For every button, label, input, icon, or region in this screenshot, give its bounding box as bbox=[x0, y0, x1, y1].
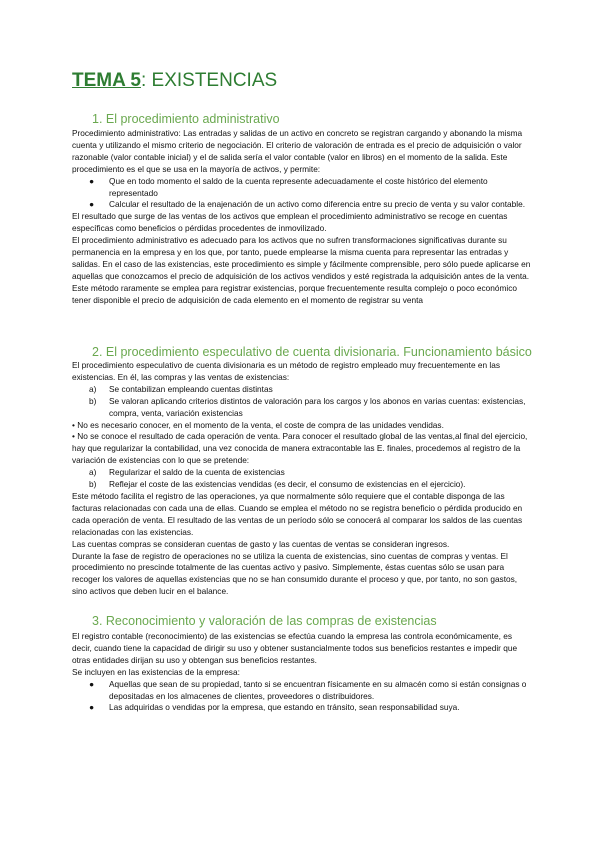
bullet-marker: ● bbox=[89, 175, 95, 186]
s3-paragraph-1: El registro contable (reconocimiento) de las existencias se efectúa cuando la empresa las controla económicamente, es decir, cuando tiene la capacidad de dirigir su uso y obtener sustancialmente todos sus beneficios restantes e impedir que otras entidades dirijan su uso y obtengan sus beneficios restantes. bbox=[72, 631, 518, 665]
s1-paragraph-1: Procedimiento administrativo: Las entradas y salidas de un activo en concreto se registran cargando y abonando la misma cuenta y utilizando el mismo criterio de negociación. El criterio de valoración de entrada es el precio de adquisición o valor razonable (valor contable inicial) y el de salida sería el valor contable (valor en libros) en el momento de la salida. Este procedimiento es el que se usa en la mayoría de activos, y permite: bbox=[72, 128, 523, 174]
s1-paragraph-4: Este método raramente se emplea para registrar existencias, porque frecuentemente resulta complejo o poco económico tener disponible el precio de adquisición de cada elemento en el momento de registrar su venta bbox=[72, 282, 518, 305]
s1-paragraph-3: El procedimiento administrativo es adecuado para los activos que no sufren transformaciones significativas durante su permanencia en la empresa y en los que, por tanto, puede emplearse la misma cuenta para representar las entradas y salidas. En el caso de las existencias, este procedimiento es simple y fácilmente comprensible, pero sólo puede aplicarse en aquellas que conozcamos el precio de adquisición de los activos vendidos y esté registrada la adquisición antes de la venta. bbox=[72, 235, 531, 281]
s3-bullet-1-text: Aquellas que sean de su propiedad, tanto si se encuentran físicamente en su almacén como si están consignas o depositadas en los almacenes de clientes, proveedores o distribuidores. bbox=[109, 678, 527, 701]
s2-item-a2-text: Regularizar el saldo de la cuenta de existencias bbox=[109, 467, 285, 478]
s2-item-a-text: Se contabilizan empleando cuentas distintas bbox=[109, 383, 273, 394]
list-marker-a: a) bbox=[89, 467, 97, 478]
s3-bullet-2 bbox=[72, 702, 532, 714]
section-3-body bbox=[72, 631, 532, 714]
s2-dot-2: • No se conoce el resultado de cada operación de venta. Para conocer el resultado global de las ventas,al final del ejercicio, hay que regularizar la contabilidad, una vez conocida de manera extracontable las E. finales, procedemos al registro de la variación de existencias con lo que se pretende: bbox=[72, 431, 528, 466]
s2-paragraph-2: Este método facilita el registro de las operaciones, ya que normalmente sólo requiere que el contable disponga de las facturas relacionadas con cada una de ellas. Cuando se emplea el método no se registra beneficio o pérdida producido en cada operación de venta. El resultado de las ventas de un período sólo se conocerá al comparar los saldos de las cuentas relacionadas con las existencias. bbox=[72, 490, 523, 537]
s2-paragraph-1: El procedimiento especulativo de cuenta divisionaria es un método de registro empleado muy frecuentemente en las existencias. En él, las compras y las ventas de existencias: bbox=[72, 360, 500, 382]
s3-paragraph-2: Se incluyen en las existencias de la empresa: bbox=[72, 666, 240, 677]
section-2-heading: 2. El procedimiento especulativo de cuenta divisionaria. Funcionamiento básico bbox=[92, 345, 532, 359]
s2-item-b2-text: Reflejar el coste de las existencias vendidas (es decir, el consumo de existencias en el ejercicio). bbox=[109, 479, 466, 490]
s2-item-b-text: Se valoran aplicando criterios distintos de valoración para los cargos y los abonos en varias cuentas: existencias, compra, venta, variación existencias bbox=[109, 395, 526, 418]
s2-paragraph-4: Durante la fase de registro de operaciones no se utiliza la cuenta de existencias, sino cuentas de compras y ventas. El procedimiento no prescinde totalmente de las cuentas activo y pasivo. Simplemente, éstas cuentas sólo se usan para recoger los valores de aquellas existencias que no se han consumido durante el proceso y que, por tanto, no son gastos, sino activos que deben lucir en el balance. bbox=[72, 550, 518, 597]
s2-item-a bbox=[72, 384, 532, 396]
bullet-marker: ● bbox=[89, 702, 95, 713]
section-2-body bbox=[72, 360, 532, 598]
list-marker-b: b) bbox=[89, 479, 97, 490]
s1-bullet-1 bbox=[72, 176, 532, 200]
title-number: TEMA 5 bbox=[72, 70, 141, 91]
title-text: EXISTENCIAS bbox=[146, 70, 278, 91]
section-1-body bbox=[72, 128, 532, 307]
s2-item-b bbox=[72, 396, 532, 420]
s2-item-a2 bbox=[72, 467, 532, 479]
list-marker-a: a) bbox=[89, 383, 97, 394]
title-separator: : bbox=[140, 70, 147, 91]
section-1-heading: 1. El procedimiento administrativo bbox=[92, 112, 280, 126]
s2-paragraph-3: Las cuentas compras se consideran cuentas de gasto y las cuentas de ventas se consideran ingresos. bbox=[72, 538, 450, 549]
page-title bbox=[72, 70, 277, 92]
s3-bullet-1 bbox=[72, 679, 532, 703]
s2-dot-1: • No es necesario conocer, en el momento de la venta, el coste de compra de las unidades vendidas. bbox=[72, 419, 444, 430]
section-3-heading: 3. Reconocimiento y valoración de las compras de existencias bbox=[92, 614, 437, 628]
s1-bullet-1-text: Que en todo momento el saldo de la cuenta represente adecuadamente el coste histórico del elemento representado bbox=[109, 175, 488, 198]
bullet-marker: ● bbox=[89, 199, 95, 210]
bullet-marker: ● bbox=[89, 678, 95, 689]
s1-bullet-2 bbox=[72, 199, 532, 211]
s1-paragraph-2: El resultado que surge de las ventas de los activos que emplean el procedimiento administrativo se recoge en cuentas específicas como beneficios o pérdidas procedentes de inmovilizado. bbox=[72, 211, 508, 234]
list-marker-b: b) bbox=[89, 395, 97, 406]
s2-item-b2 bbox=[72, 479, 532, 491]
s3-bullet-2-text: Las adquiridas o vendidas por la empresa, que estando en tránsito, sean responsabilidad suya. bbox=[109, 702, 460, 713]
s1-bullet-2-text: Calcular el resultado de la enajenación de un activo como diferencia entre su precio de venta y su valor contable. bbox=[109, 199, 526, 210]
